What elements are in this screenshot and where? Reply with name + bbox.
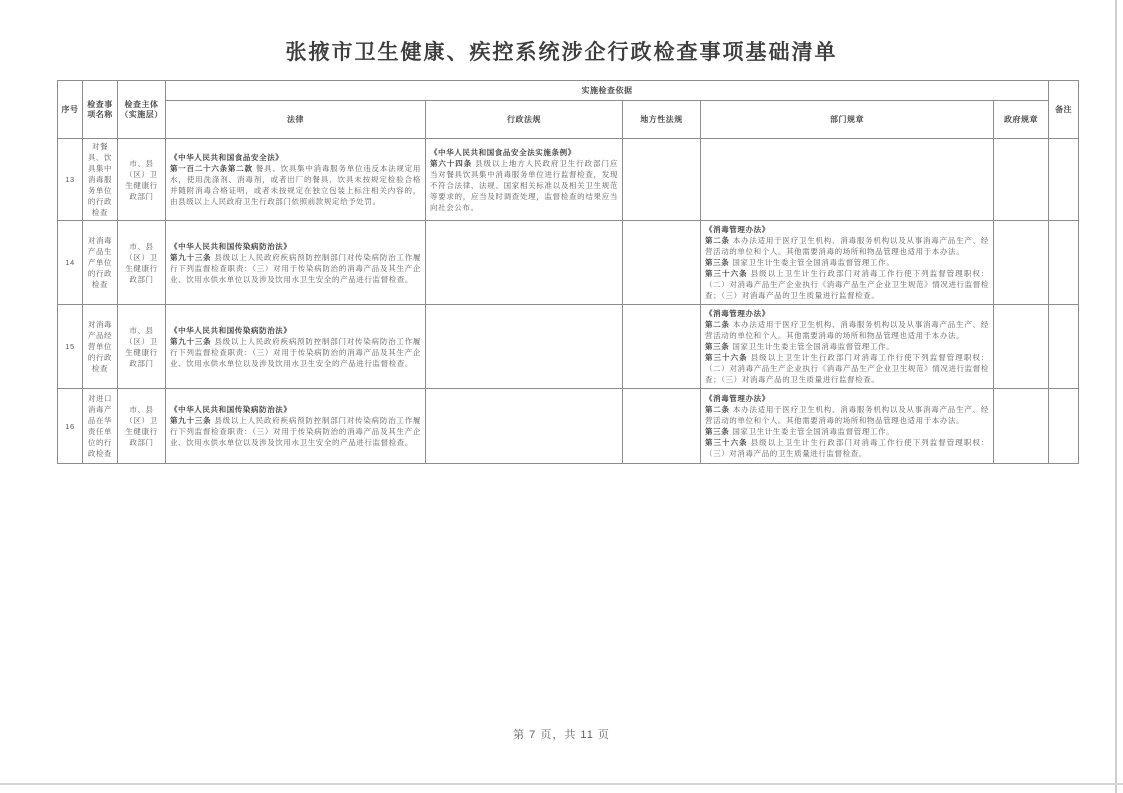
law-title: 《中华人民共和国传染病防治法》	[170, 241, 292, 251]
law-article	[705, 319, 989, 341]
inspection-item-name: 对进口消毒产品在华责任单位的行政检查	[83, 389, 118, 464]
inspection-subject: 市、县（区）卫生健康行政部门	[118, 305, 166, 389]
dept-rule-cell	[701, 389, 994, 464]
dept-rule-cell	[701, 221, 994, 305]
header-basis: 实施检查依据	[166, 81, 1049, 101]
page-footer: 第 7 页，共 11 页	[513, 729, 610, 741]
law-title: 《中华人民共和国传染病防治法》	[170, 325, 292, 335]
article-text: 县级以上卫生计生行政部门对消毒工作行使下列监督管理职权：（三）对消毒产品的卫生质量进行监督检查。	[705, 438, 989, 458]
law-article	[705, 352, 989, 385]
header-dept-rule: 部门规章	[701, 101, 994, 139]
article-label: 第二条	[705, 320, 730, 329]
header-admin-reg: 行政法规	[426, 101, 623, 139]
law-title: 《消毒管理办法》	[705, 225, 770, 234]
article-text: 餐具、饮具集中消毒服务单位违反本法规定用水，使用洗涤剂、消毒剂，或者出厂的餐具、饮具未按规定检验合格并随附消毒合格证明，或者未按规定在独立包装上标注相关内容的，由县级以上人民政府卫生行政部门依照前款规定给予处罚。	[170, 164, 422, 206]
page-title: 张掖市卫生健康、疾控系统涉企行政检查事项基础清单	[285, 41, 838, 64]
gov-rule-cell	[994, 139, 1049, 221]
law-article	[705, 341, 989, 352]
remark-cell	[1049, 305, 1079, 389]
law-article	[170, 252, 421, 285]
admin-reg-cell	[426, 305, 623, 389]
article-label: 第六十四条	[430, 158, 473, 168]
header-row-2	[58, 101, 1079, 139]
law-article	[170, 336, 421, 369]
header-gov-rule: 政府规章	[994, 101, 1049, 139]
remark-cell	[1049, 139, 1079, 221]
article-label: 第二条	[705, 405, 730, 414]
law-title: 《中华人民共和国食品安全法实施条例》	[430, 147, 576, 157]
row-number: 14	[58, 221, 83, 305]
row-number: 16	[58, 389, 83, 464]
inspection-items-table	[57, 80, 1079, 464]
article-text: 县级以上卫生计生行政部门对消毒工作行使下列监督管理职权：（二）对消毒产品生产企业执行《消毒产品生产企业卫生规范》情况进行监督检查；（三）对消毒产品的卫生质量进行监督检查。	[705, 269, 989, 300]
header-remark: 备注	[1049, 81, 1079, 139]
header-row-1	[58, 81, 1079, 101]
inspection-subject: 市、县（区）卫生健康行政部门	[118, 389, 166, 464]
law-article	[705, 404, 989, 426]
article-text: 县级以上人民政府疾病预防控制部门对传染病防治工作履行下列监督检查职责：（三）对用于传染病防治的消毒产品及其生产企业、饮用水供水单位以及涉及饮用水卫生安全的产品进行监督检查。	[170, 336, 422, 368]
admin-reg-cell	[426, 389, 623, 464]
article-text: 国家卫生计生委主管全国消毒监督管理工作。	[732, 258, 895, 267]
article-text: 县级以上人民政府疾病预防控制部门对传染病防治工作履行下列监督检查职责：（三）对用于传染病防治的消毒产品及其生产企业、饮用水供水单位以及涉及饮用水卫生安全的产品进行监督检查。	[170, 416, 422, 447]
law-title: 《消毒管理办法》	[705, 394, 770, 403]
article-label: 第三条	[705, 427, 730, 436]
table-row	[58, 221, 1079, 305]
gov-rule-cell	[994, 389, 1049, 464]
header-subject: 检查主体（实施层）	[118, 81, 166, 139]
law-article	[705, 426, 989, 437]
law-cell	[166, 139, 426, 221]
local-reg-cell	[623, 139, 701, 221]
article-label: 第九十三条	[170, 336, 212, 346]
remark-cell	[1049, 389, 1079, 464]
article-label: 第三条	[705, 342, 730, 351]
table-row	[58, 305, 1079, 389]
article-text: 国家卫生计生委主管全国消毒监督管理工作。	[732, 342, 895, 351]
law-article	[705, 185, 989, 196]
law-article	[170, 163, 421, 207]
article-text: 县级以上地方人民政府卫生行政部门应当对餐具饮具集中消毒服务单位进行监督检查，发现不符合法律、法规、国家相关标准以及相关卫生规范等要求的，应当及时调查处理，监督检查的结果应当向社会公布。	[430, 158, 619, 212]
law-article	[705, 268, 989, 301]
header-num: 序号	[58, 81, 83, 139]
article-label: 第三条	[705, 258, 730, 267]
header-local-reg: 地方性法规	[623, 101, 701, 139]
scan-edge-bottom	[0, 783, 1123, 785]
article-text: 县级以上人民政府疾病预防控制部门对传染病防治工作履行下列监督检查职责：（三）对用于传染病防治的消毒产品及其生产企业、饮用水供水单位以及涉及饮用水卫生安全的产品进行监督检查。	[170, 252, 422, 284]
local-reg-cell	[623, 305, 701, 389]
table-row	[58, 389, 1079, 464]
header-law: 法律	[166, 101, 426, 139]
law-cell	[166, 389, 426, 464]
table-row	[58, 139, 1079, 221]
local-reg-cell	[623, 389, 701, 464]
gov-rule-cell	[994, 305, 1049, 389]
header-item-name: 检查事项名称	[83, 81, 118, 139]
article-text: 本办法适用于医疗卫生机构、消毒服务机构以及从事消毒产品生产、经营活动的单位和个人。其他需要消毒的场所和物品管理也适用于本办法。	[705, 405, 989, 425]
law-cell	[166, 305, 426, 389]
remark-cell	[1049, 221, 1079, 305]
article-label: 第三十六条	[705, 438, 748, 447]
gov-rule-cell	[994, 221, 1049, 305]
law-title: 《消毒管理办法》	[705, 309, 770, 318]
law-title: 《中华人民共和国食品安全法》	[170, 153, 284, 162]
scan-edge-right	[1115, 0, 1117, 793]
law-article	[430, 158, 618, 213]
article-label: 第三十六条	[705, 269, 748, 278]
inspection-item-name: 对消毒产品经营单位的行政检查	[83, 305, 118, 389]
law-title: 《中华人民共和国传染病防治法》	[170, 405, 292, 414]
table-container	[57, 80, 1078, 464]
article-label: 第二条	[705, 236, 730, 245]
article-label: 第三十六条	[705, 353, 748, 362]
article-text: 县级以上卫生计生行政部门对消毒工作行使下列监督管理职权：（二）对消毒产品生产企业执行《消毒产品生产企业卫生规范》情况进行监督检查；（三）对消毒产品的卫生质量进行监督检查。	[705, 353, 989, 384]
law-article	[705, 163, 989, 174]
row-number: 13	[58, 139, 83, 221]
dept-rule-cell	[701, 139, 994, 221]
inspection-subject: 市、县（区）卫生健康行政部门	[118, 221, 166, 305]
dept-rule-cell	[701, 305, 994, 389]
local-reg-cell	[623, 221, 701, 305]
article-text: 国家卫生计生委主管全国消毒监督管理工作。	[732, 427, 895, 436]
admin-reg-cell	[426, 221, 623, 305]
article-text: 本办法适用于医疗卫生机构、消毒服务机构以及从事消毒产品生产、经营活动的单位和个人。其他需要消毒的场所和物品管理也适用于本办法。	[705, 236, 989, 256]
law-article	[170, 415, 421, 448]
article-label: 第九十三条	[170, 252, 212, 262]
law-article	[705, 257, 989, 268]
inspection-subject: 市、县（区）卫生健康行政部门	[118, 139, 166, 221]
article-label: 第一百二十六条第二款	[170, 164, 253, 173]
inspection-item-name: 对餐具、饮具集中消毒服务单位的行政检查	[83, 139, 118, 221]
row-number: 15	[58, 305, 83, 389]
law-article	[705, 235, 989, 257]
article-label: 第九十三条	[170, 416, 212, 425]
law-cell	[166, 221, 426, 305]
law-article	[705, 174, 989, 185]
article-text: 本办法适用于医疗卫生机构、消毒服务机构以及从事消毒产品生产、经营活动的单位和个人。其他需要消毒的场所和物品管理也适用于本办法。	[705, 320, 989, 340]
law-article	[705, 437, 989, 459]
inspection-item-name: 对消毒产品生产单位的行政检查	[83, 221, 118, 305]
admin-reg-cell	[426, 139, 623, 221]
